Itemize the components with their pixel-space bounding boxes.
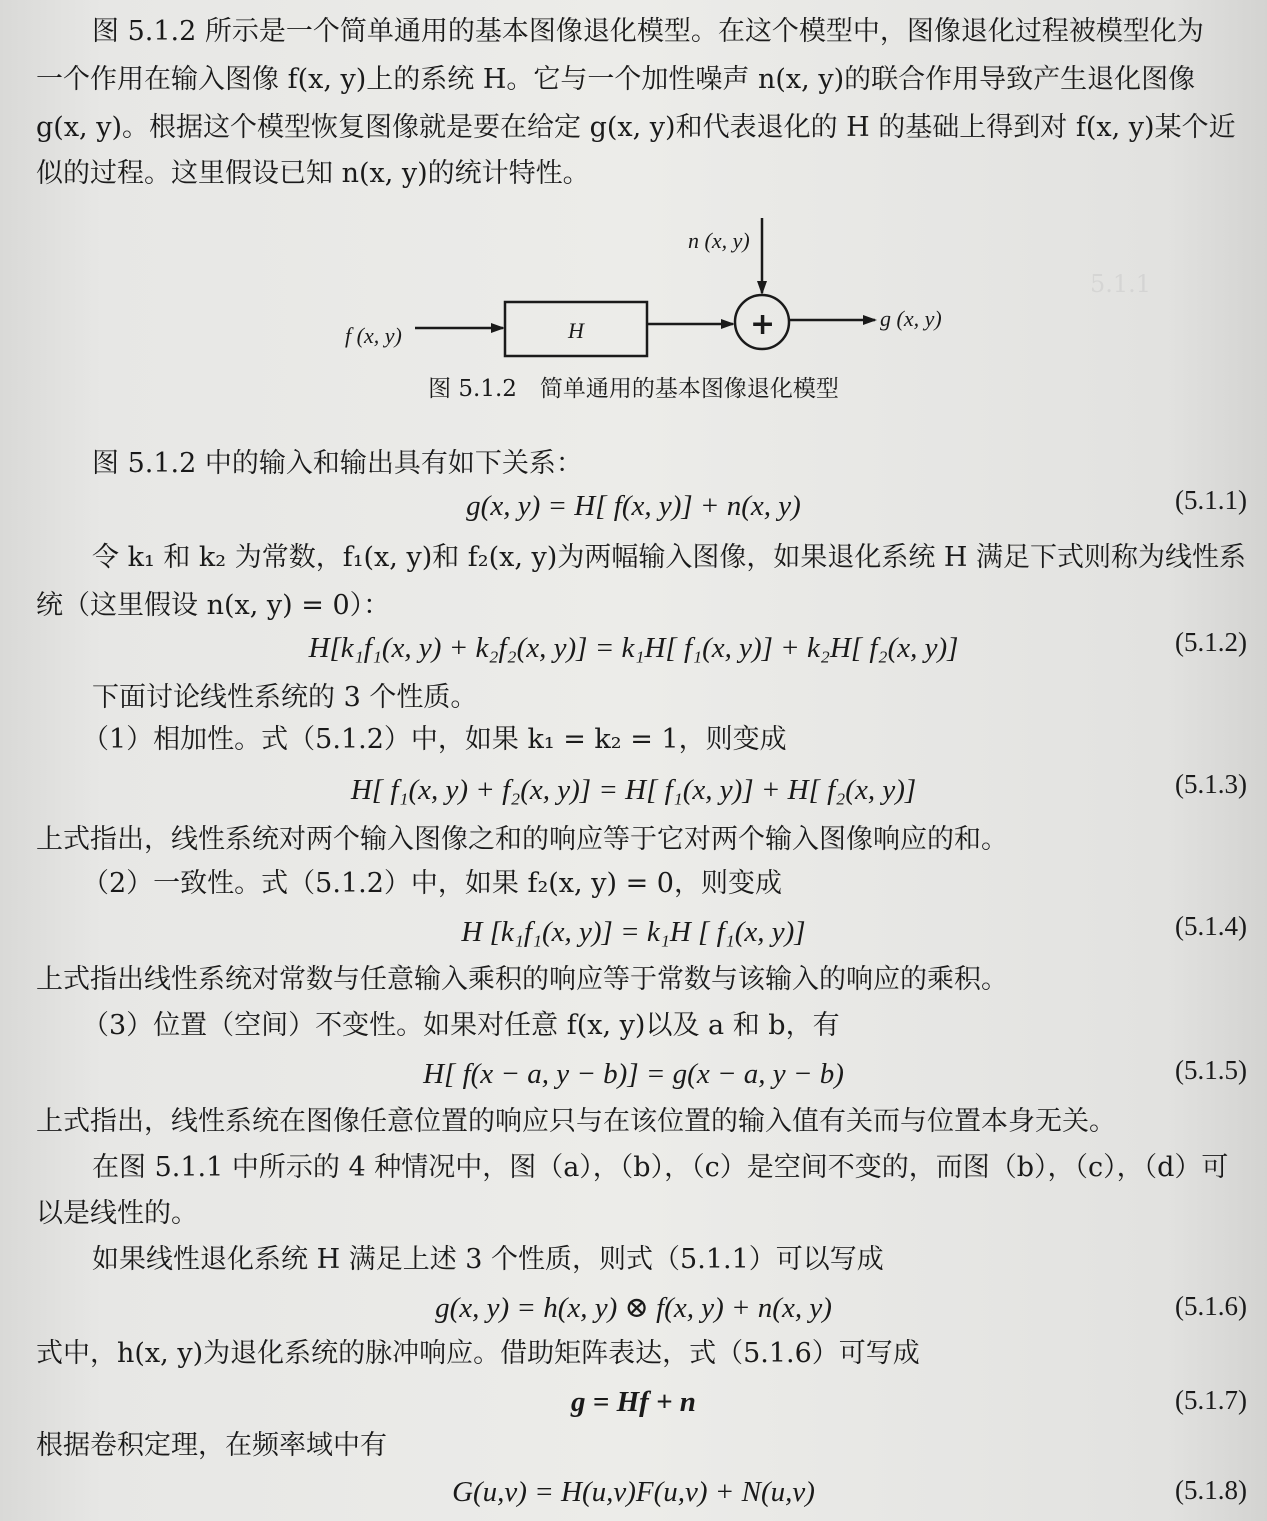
equation-number-5-1-6: (5.1.6) — [1175, 1291, 1247, 1321]
equation-5-1-3: H[ f₁(x, y) + f₂(x, y)] = H[ f₁(x, y)] + H[ f₂(x, y)] — [350, 774, 917, 806]
bleed-through-text: 5.1.1 — [1090, 270, 1152, 298]
equation-number-5-1-3: (5.1.3) — [1175, 769, 1247, 799]
property-3: （3）位置（空间）不变性。如果对任意 f(x, y)以及 a 和 b，有 — [82, 1010, 840, 1041]
equation-number-5-1-4: (5.1.4) — [1175, 911, 1247, 941]
equation-5-1-8: G(u,v) = H(u,v)F(u,v) + N(u,v) — [452, 1476, 815, 1508]
equation-5-1-1: g(x, y) = H[ f(x, y)] + n(x, y) — [466, 490, 801, 522]
figure-note-line-2: 以是线性的。 — [36, 1198, 198, 1229]
adder-symbol: + — [750, 307, 776, 342]
linear-def-line-1: 令 k₁ 和 k₂ 为常数，f₁(x, y)和 f₂(x, y)为两幅输入图像，如果退化系统 H 满足下式则称为线性系 — [92, 542, 1247, 573]
equation-5-1-5: H[ f(x − a, y − b)] = g(x − a, y − b) — [423, 1058, 844, 1090]
property-2-note: 上式指出线性系统对常数与任意输入乘积的响应等于常数与该输入的响应的乘积。 — [36, 964, 1008, 995]
property-1-note: 上式指出，线性系统对两个输入图像之和的响应等于它对两个输入图像响应的和。 — [36, 824, 1008, 855]
impulse-response-line: 式中，h(x, y)为退化系统的脉冲响应。借助矩阵表达，式（5.1.6）可写成 — [36, 1338, 920, 1369]
equation-number-5-1-1: (5.1.1) — [1175, 485, 1247, 515]
rewrite-line: 如果线性退化系统 H 满足上述 3 个性质，则式（5.1.1）可以写成 — [92, 1244, 884, 1275]
intro-line-1: 图 5.1.2 所示是一个简单通用的基本图像退化模型。在这个模型中，图像退化过程被模型化为 — [92, 16, 1204, 47]
equation-number-5-1-2: (5.1.2) — [1175, 627, 1247, 657]
equation-number-5-1-7: (5.1.7) — [1175, 1385, 1247, 1415]
property-2: （2）一致性。式（5.1.2）中，如果 f₂(x, y) = 0，则变成 — [82, 868, 782, 899]
equation-5-1-4: H [k₁f₁(x, y)] = k₁H [ f₁(x, y)] — [461, 916, 806, 948]
equation-5-1-7: g = Hf + n — [571, 1386, 696, 1418]
figure-caption: 图 5.1.2 简单通用的基本图像退化模型 — [428, 376, 839, 402]
linear-def-line-2: 统（这里假设 n(x, y) = 0）： — [36, 590, 391, 621]
intro-line-4: 似的过程。这里假设已知 n(x, y)的统计特性。 — [36, 158, 590, 189]
convolution-line: 根据卷积定理，在频率域中有 — [36, 1430, 387, 1461]
equation-number-5-1-8: (5.1.8) — [1175, 1475, 1247, 1505]
output-label: g (x, y) — [880, 306, 942, 331]
intro-line-3: g(x, y)。根据这个模型恢复图像就是要在给定 g(x, y)和代表退化的 H 的基础上得到对 f(x, y)某个近 — [36, 112, 1236, 143]
relation-intro: 图 5.1.2 中的输入和输出具有如下关系： — [92, 448, 583, 479]
equation-number-5-1-5: (5.1.5) — [1175, 1055, 1247, 1085]
noise-label: n (x, y) — [688, 228, 750, 253]
figure-note-line-1: 在图 5.1.1 中所示的 4 种情况中，图（a），（b），（c）是空间不变的，而图（b），（c），（d）可 — [92, 1152, 1229, 1183]
property-1: （1）相加性。式（5.1.2）中，如果 k₁ = k₂ = 1，则变成 — [82, 724, 787, 755]
intro-line-2: 一个作用在输入图像 f(x, y)上的系统 H。它与一个加性噪声 n(x, y)的联合作用导致产生退化图像 — [36, 64, 1196, 95]
block-label: H — [568, 318, 584, 343]
properties-intro: 下面讨论线性系统的 3 个性质。 — [92, 682, 478, 713]
input-label: f (x, y) — [345, 323, 402, 348]
equation-5-1-2: H[k₁f₁(x, y) + k₂f₂(x, y)] = k₁H[ f₁(x, y)] + k₂H[ f₂(x, y)] — [308, 632, 959, 664]
property-3-note: 上式指出，线性系统在图像任意位置的响应只与在该位置的输入值有关而与位置本身无关。 — [36, 1106, 1116, 1137]
equation-5-1-6: g(x, y) = h(x, y) ⊗ f(x, y) + n(x, y) — [435, 1292, 832, 1324]
